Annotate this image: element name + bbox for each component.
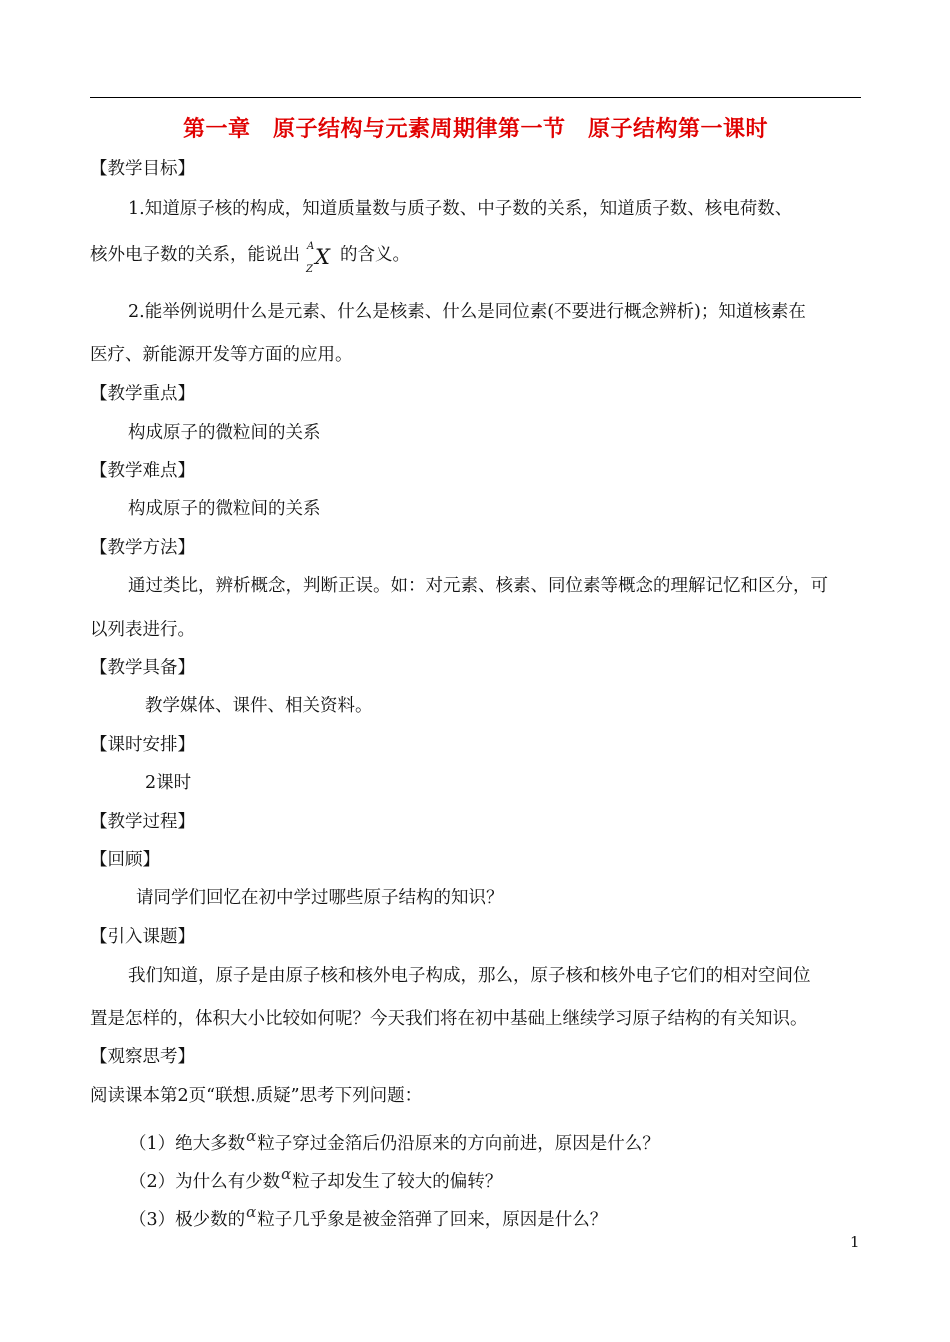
question-3-post: 粒子几乎象是被金箔弹了回来，原因是什么？ [257, 1210, 608, 1230]
atomic-number: Z [306, 263, 313, 275]
methods-line-2: 以列表进行。 [90, 620, 195, 640]
alpha-symbol: α [246, 1127, 257, 1145]
reading-instruction: 阅读课本第2页“联想.质疑”思考下列问题： [90, 1086, 423, 1106]
page-title: 第一章 原子结构与元素周期律第一节 原子结构第一课时 [182, 116, 768, 142]
alpha-symbol: α [281, 1165, 292, 1183]
review-heading: 【回顾】 [90, 850, 160, 870]
mass-number: A [307, 240, 315, 252]
intro-heading: 【引入课题】 [90, 927, 195, 947]
objective-1-line-2 [90, 240, 410, 275]
schedule-heading: 【课时安排】 [90, 735, 195, 755]
methods-line-1: 通过类比，辨析概念，判断正误。如：对元素、核素、同位素等概念的理解记忆和区分，可 [128, 576, 828, 596]
difficulties-heading: 【教学难点】 [90, 461, 195, 481]
question-1-post: 粒子穿过金箔后仍沿原来的方向前进，原因是什么？ [257, 1134, 660, 1154]
methods-heading: 【教学方法】 [90, 538, 195, 558]
question-2 [129, 1162, 502, 1194]
page-number: 1 [850, 1233, 860, 1251]
question-3-pre: （3）极少数的 [129, 1210, 246, 1230]
objective-1-text-pre: 核外电子数的关系，能说出 [90, 245, 300, 265]
question-3 [129, 1200, 607, 1232]
objectives-heading: 【教学目标】 [90, 159, 195, 179]
header-rule [90, 97, 861, 98]
intro-line-2: 置是怎样的，体积大小比较如何呢？今天我们将在初中基础上继续学习原子结构的有关知识。 [90, 1009, 808, 1029]
element-symbol: X [315, 244, 330, 269]
process-heading: 【教学过程】 [90, 812, 195, 832]
equipment-heading: 【教学具备】 [90, 658, 195, 678]
question-2-pre: （2）为什么有少数 [129, 1172, 281, 1192]
question-1 [129, 1124, 660, 1156]
question-2-post: 粒子却发生了较大的偏转？ [292, 1172, 503, 1192]
equipment-text: 教学媒体、课件、相关资料。 [145, 696, 373, 716]
objective-1-text-post: 的含义。 [340, 245, 410, 265]
observe-heading: 【观察思考】 [90, 1047, 195, 1067]
alpha-symbol: α [246, 1203, 257, 1221]
difficulties-text: 构成原子的微粒间的关系 [128, 499, 321, 519]
review-text: 请同学们回忆在初中学过哪些原子结构的知识？ [136, 888, 504, 908]
objective-2-line-1: 2.能举例说明什么是元素、什么是核素、什么是同位素(不要进行概念辨析)；知道核素在 [128, 302, 806, 322]
objective-2-line-2: 医疗、新能源开发等方面的应用。 [90, 345, 353, 365]
key-points-text: 构成原子的微粒间的关系 [128, 423, 321, 443]
nuclide-symbol [303, 240, 337, 275]
intro-line-1: 我们知道，原子是由原子核和核外电子构成，那么，原子核和核外电子它们的相对空间位 [128, 966, 811, 986]
key-points-heading: 【教学重点】 [90, 384, 195, 404]
schedule-text: 2课时 [145, 773, 192, 793]
objective-1-line-1: 1.知道原子核的构成，知道质量数与质子数、中子数的关系，知道质子数、核电荷数、 [128, 199, 793, 219]
question-1-pre: （1）绝大多数 [129, 1134, 246, 1154]
